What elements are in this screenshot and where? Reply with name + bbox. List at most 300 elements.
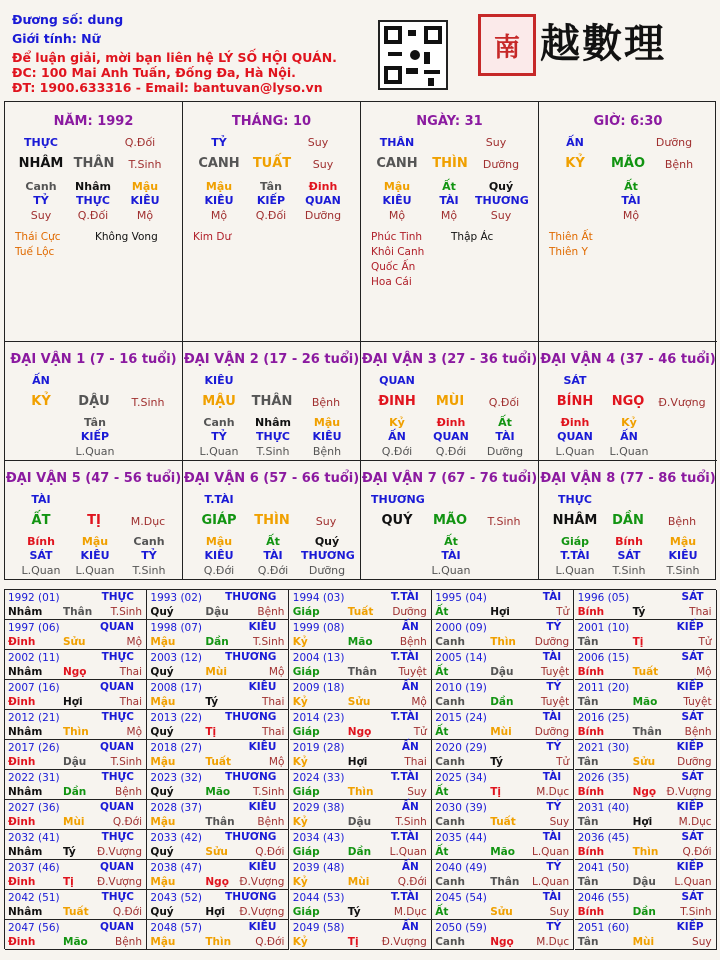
year-cell[interactable] <box>5 830 147 860</box>
year-cell[interactable] <box>432 710 574 740</box>
year-branch: Dần <box>632 906 656 918</box>
year-branch: Sửu <box>205 846 228 858</box>
year-cell[interactable] <box>147 890 289 920</box>
year-cell[interactable] <box>432 890 574 920</box>
dai-van-title: ĐẠI VẬN 8 (77 - 86 tuổi) <box>540 471 716 486</box>
year-cell[interactable] <box>5 620 147 650</box>
pillar-top-rel: Dưỡng <box>655 136 693 149</box>
hidden-rel: T.Sinh <box>132 564 166 577</box>
year-cell[interactable] <box>432 620 574 650</box>
year-cell[interactable] <box>575 650 717 680</box>
year-branch: Mão <box>205 786 231 798</box>
year-stem: Nhâm <box>8 786 43 798</box>
hidden-star: KIÊU <box>130 194 160 207</box>
hidden-rel: Dưỡng <box>486 445 524 458</box>
year-rel: Q.Đới <box>682 846 712 858</box>
year-cell[interactable] <box>147 710 289 740</box>
year-star: QUAN <box>99 681 134 693</box>
special-star: Thái Cực <box>15 231 61 243</box>
year-star: TỶ <box>546 621 562 633</box>
year-stem: Bính <box>577 606 605 618</box>
pillar-title: NGÀY: 31 <box>416 114 483 129</box>
year-label: 2002 (11) <box>8 652 60 664</box>
dai-van-cell <box>539 342 717 461</box>
year-rel: Mộ <box>268 666 285 678</box>
year-cell[interactable] <box>575 860 717 890</box>
year-label: 2001 (10) <box>577 622 630 634</box>
year-stem: Nhâm <box>8 606 43 618</box>
year-cell[interactable] <box>575 740 717 770</box>
year-label: 2012 (21) <box>8 712 60 724</box>
year-star: ẤN <box>401 681 419 693</box>
year-cell[interactable] <box>5 740 147 770</box>
hidden-star: THỰC <box>76 194 110 207</box>
hidden-stem: Ất <box>266 535 280 548</box>
year-star: ẤN <box>401 741 419 753</box>
dai-van-rel: Đ.Vượng <box>658 396 706 409</box>
year-cell[interactable] <box>432 770 574 800</box>
dai-van-branch: TỊ <box>87 513 101 528</box>
year-label: 1998 (07) <box>150 622 203 634</box>
year-stem: Quý <box>150 846 174 858</box>
year-branch: Tị <box>490 786 501 798</box>
year-label: 2044 (53) <box>292 892 345 904</box>
year-stem: Ất <box>435 846 449 858</box>
year-label: 2019 (28) <box>292 742 345 754</box>
year-stem: Kỷ <box>292 876 308 888</box>
year-label: 2032 (41) <box>8 832 60 844</box>
hidden-star: KIÊU <box>382 194 412 207</box>
year-stem: Giáp <box>292 606 320 618</box>
hidden-rel: L.Quan <box>199 445 239 458</box>
year-rel: Đ.Vượng <box>381 936 427 948</box>
year-cell[interactable] <box>147 740 289 770</box>
year-label: 2008 (17) <box>150 682 203 694</box>
year-stem: Quý <box>150 786 174 798</box>
year-star: TÀI <box>542 651 562 663</box>
dai-van-star: ẤN <box>32 374 50 387</box>
year-rel: Suy <box>407 786 427 798</box>
pillar-branch: TUẤT <box>252 156 292 171</box>
hidden-rel: Dưỡng <box>304 209 342 222</box>
hidden-stem: Mậu <box>383 180 411 193</box>
year-label: 2035 (44) <box>435 832 487 844</box>
year-stem: Tân <box>577 816 599 828</box>
year-star: KIÊU <box>248 681 277 693</box>
year-stem: Canh <box>435 816 465 828</box>
year-cell[interactable] <box>5 770 147 800</box>
year-cell[interactable] <box>575 590 717 620</box>
year-branch: Dần <box>205 636 229 648</box>
year-cell[interactable] <box>5 680 147 710</box>
year-star: ẤN <box>401 921 419 933</box>
year-rel: Bệnh <box>257 816 285 828</box>
year-star: TỶ <box>546 741 562 753</box>
year-rel: L.Quan <box>389 846 427 858</box>
year-stem: Bính <box>577 786 605 798</box>
year-star: THỰC <box>101 771 134 783</box>
year-star: SÁT <box>681 651 704 663</box>
year-rel: T.Sinh <box>395 816 427 828</box>
year-rel: T.Sinh <box>252 636 285 648</box>
year-cell[interactable] <box>5 920 147 950</box>
year-cell[interactable] <box>5 650 147 680</box>
year-cell[interactable] <box>290 680 432 710</box>
hidden-stem: Kỷ <box>389 416 405 429</box>
hidden-stem: Giáp <box>560 535 590 548</box>
brand-logo-text: 越數理 <box>540 20 666 67</box>
year-star: QUAN <box>99 621 134 633</box>
year-label: 1999 (08) <box>292 622 345 634</box>
hidden-rel: Dưỡng <box>308 564 346 577</box>
year-branch: Tị <box>347 936 359 948</box>
header <box>0 0 720 100</box>
hidden-star: QUAN <box>433 430 469 443</box>
year-star: SÁT <box>681 711 704 723</box>
year-stem: Tân <box>577 636 599 648</box>
dai-van-stem: BÍNH <box>556 394 594 409</box>
dai-van-cell <box>183 342 361 461</box>
year-cell[interactable] <box>147 620 289 650</box>
year-branch: Tý <box>63 846 76 858</box>
year-stem: Mậu <box>150 636 176 648</box>
year-rel: Dưỡng <box>677 756 712 768</box>
year-cell[interactable] <box>5 890 147 920</box>
year-branch: Tý <box>632 606 646 618</box>
year-rel: Đ.Vượng <box>666 786 712 798</box>
dai-van-star: TÀI <box>31 493 51 506</box>
year-rel: Tử <box>698 636 712 648</box>
year-rel: Dưỡng <box>534 636 570 648</box>
year-star: TỶ <box>546 861 562 873</box>
year-cell[interactable] <box>290 800 432 830</box>
hidden-stem: Quý <box>314 535 340 548</box>
year-label: 1992 (01) <box>8 592 60 604</box>
dai-van-cell <box>5 342 183 461</box>
year-star: TÀI <box>542 891 562 903</box>
year-stem: Giáp <box>292 906 320 918</box>
year-branch: Thìn <box>205 936 232 948</box>
dai-van-title: ĐẠI VẬN 3 (27 - 36 tuổi) <box>361 352 538 367</box>
year-branch: Thìn <box>347 786 374 798</box>
year-branch: Mùi <box>490 726 512 738</box>
year-branch: Sửu <box>347 696 371 708</box>
year-stem: Canh <box>435 936 465 948</box>
hidden-rel: Mộ <box>440 209 458 222</box>
year-stem: Quý <box>150 666 174 678</box>
hidden-stem: Mậu <box>81 535 109 548</box>
year-branch: Tuất <box>63 906 89 918</box>
year-branch: Thìn <box>490 636 516 648</box>
year-cell[interactable] <box>432 860 574 890</box>
year-cell[interactable] <box>290 830 432 860</box>
special-star: Kim Dư <box>193 231 232 243</box>
year-label: 2030 (39) <box>435 802 487 814</box>
year-label: 2013 (22) <box>150 712 203 724</box>
pillar-grid <box>4 101 716 580</box>
year-label: 2016 (25) <box>577 712 630 724</box>
year-label: 2051 (60) <box>577 922 630 934</box>
year-star: KIẾP <box>676 741 704 753</box>
year-stem: Bính <box>577 726 605 738</box>
year-rel: Thai <box>404 756 427 768</box>
owner-name: Đương số: dung <box>12 12 124 27</box>
year-branch: Dậu <box>205 606 229 618</box>
year-star: T.TÀI <box>390 591 419 603</box>
year-stem: Đinh <box>8 756 36 768</box>
pillar-stem: CANH <box>198 156 240 171</box>
pillar-branch-rel: Bệnh <box>664 158 694 171</box>
year-cell[interactable] <box>147 920 289 950</box>
year-cell[interactable] <box>290 620 432 650</box>
qr-code-icon[interactable] <box>378 20 448 90</box>
year-star: ẤN <box>401 861 419 873</box>
hidden-star: SÁT <box>617 549 641 562</box>
dai-van-title: ĐẠI VẬN 6 (57 - 66 tuổi) <box>183 471 360 486</box>
hidden-rel: Mộ <box>136 209 154 222</box>
year-label: 2018 (27) <box>150 742 203 754</box>
year-cell[interactable] <box>147 680 289 710</box>
year-label: 2026 (35) <box>577 772 630 784</box>
year-cell[interactable] <box>432 590 574 620</box>
year-branch: Mùi <box>632 936 655 948</box>
year-rel: M.Dục <box>393 906 427 918</box>
year-stem: Mậu <box>150 696 176 708</box>
year-stem: Canh <box>435 636 465 648</box>
year-cell[interactable] <box>432 740 574 770</box>
year-rel: Tuyệt <box>540 666 570 678</box>
year-cell[interactable] <box>575 830 717 860</box>
year-stem: Giáp <box>292 666 320 678</box>
year-rel: Thai <box>261 726 285 738</box>
year-label: 2034 (43) <box>292 832 345 844</box>
year-rel: Q.Đới <box>397 876 427 888</box>
year-cell[interactable] <box>290 650 432 680</box>
year-label: 2027 (36) <box>8 802 60 814</box>
hidden-stem: Bính <box>615 535 643 548</box>
year-cell[interactable] <box>147 650 289 680</box>
year-cell[interactable] <box>575 890 717 920</box>
year-stem: Tân <box>577 936 599 948</box>
hidden-rel: Mộ <box>388 209 406 222</box>
year-star: KIẾP <box>676 621 704 633</box>
year-rel: Thai <box>261 696 285 708</box>
year-rel: Dưỡng <box>534 726 570 738</box>
year-star: TÀI <box>542 591 562 603</box>
year-rel: Mộ <box>696 666 712 678</box>
year-rel: Suy <box>692 936 712 948</box>
year-cell[interactable] <box>432 920 574 950</box>
year-branch: Mùi <box>63 816 85 828</box>
year-stem: Mậu <box>150 756 176 768</box>
year-stem: Kỷ <box>292 816 308 828</box>
year-cell[interactable] <box>147 770 289 800</box>
year-branch: Tý <box>205 696 219 708</box>
year-stem: Kỷ <box>292 756 308 768</box>
year-star: KIÊU <box>248 801 277 813</box>
hidden-stem: Canh <box>203 416 235 429</box>
dai-van-title: ĐẠI VẬN 7 (67 - 76 tuổi) <box>361 471 538 486</box>
dai-van-stem: ĐINH <box>378 394 416 409</box>
year-star: KIẾP <box>676 861 704 873</box>
year-rel: Bệnh <box>399 636 427 648</box>
hidden-star: KIÊU <box>204 549 234 562</box>
year-star: QUAN <box>99 741 134 753</box>
year-branch: Thân <box>347 666 377 678</box>
hidden-star: SÁT <box>29 549 53 562</box>
year-branch: Ngọ <box>205 876 229 888</box>
pillar-cell <box>361 102 539 342</box>
year-cell[interactable] <box>147 800 289 830</box>
year-cell[interactable] <box>290 590 432 620</box>
hidden-star: KIẾP <box>256 194 286 207</box>
year-label: 2043 (52) <box>150 892 203 904</box>
year-cell[interactable] <box>5 860 147 890</box>
year-cell[interactable] <box>575 920 717 950</box>
year-cell[interactable] <box>147 590 289 620</box>
phone-email-line: ĐT: 1900.633316 - Email: bantuvan@lyso.vn <box>12 80 323 95</box>
hidden-star: TỶ <box>141 549 157 562</box>
year-star: KIẾP <box>676 681 704 693</box>
special-star: Khôi Canh <box>371 246 425 258</box>
year-star: SÁT <box>681 891 704 903</box>
dai-van-branch: MÃO <box>432 513 468 528</box>
year-star: TÀI <box>542 831 562 843</box>
hidden-star: KIÊU <box>80 549 110 562</box>
year-cell[interactable] <box>290 860 432 890</box>
year-star: KIÊU <box>248 861 277 873</box>
year-stem: Kỷ <box>292 696 308 708</box>
year-star: T.TÀI <box>390 891 419 903</box>
year-stem: Ất <box>435 606 449 618</box>
pillar-title: GIỜ: 6:30 <box>593 114 663 129</box>
year-star: QUAN <box>99 921 134 933</box>
year-branch: Mão <box>347 636 373 648</box>
year-rel: Tuyệt <box>683 696 712 708</box>
year-cell[interactable] <box>575 680 717 710</box>
year-cell[interactable] <box>5 800 147 830</box>
year-stem: Đinh <box>8 636 36 648</box>
year-branch: Sửu <box>490 906 513 918</box>
year-cell[interactable] <box>290 890 432 920</box>
year-star: KIÊU <box>248 921 277 933</box>
hidden-star: THỰC <box>256 430 290 443</box>
year-cell[interactable] <box>432 800 574 830</box>
year-label: 2011 (20) <box>577 682 630 694</box>
year-label: 2025 (34) <box>435 772 487 784</box>
dai-van-cell <box>5 461 183 580</box>
year-cell[interactable] <box>432 680 574 710</box>
dai-van-stem: QUÝ <box>381 513 413 528</box>
year-star: ẤN <box>401 801 419 813</box>
hidden-star: KIẾP <box>80 430 110 443</box>
year-rel: Tử <box>413 726 427 738</box>
year-rel: Q.Đới <box>255 846 285 858</box>
hidden-stem: Ất <box>444 535 458 548</box>
year-cell[interactable] <box>575 800 717 830</box>
hidden-rel: Q.Đối <box>255 209 287 222</box>
year-cell[interactable] <box>5 710 147 740</box>
dai-van-cell <box>539 461 717 580</box>
year-stem: Đinh <box>8 816 36 828</box>
year-cell[interactable] <box>290 710 432 740</box>
year-cell[interactable] <box>575 620 717 650</box>
year-rel: Đ.Vượng <box>239 906 285 918</box>
special-star: Tuế Lộc <box>15 246 55 258</box>
hidden-rel: Q.Đới <box>257 564 289 577</box>
year-star: T.TÀI <box>390 711 419 723</box>
year-star: THƯƠNG <box>225 711 277 723</box>
year-cell[interactable] <box>147 830 289 860</box>
pillar-top-rel: Q.Đối <box>124 136 156 149</box>
hidden-star: TỶ <box>33 194 49 207</box>
year-label: 2038 (47) <box>150 862 203 874</box>
year-cell[interactable] <box>575 770 717 800</box>
year-label: 2005 (14) <box>435 652 487 664</box>
year-star: THƯƠNG <box>225 831 277 843</box>
year-star: TỶ <box>546 681 562 693</box>
dai-van-stem: NHÂM <box>552 513 598 528</box>
year-stem: Ất <box>435 786 449 798</box>
hidden-star: TÀI <box>441 549 461 562</box>
year-label: 2023 (32) <box>150 772 203 784</box>
hidden-rel: L.Quan <box>75 564 115 577</box>
hidden-stem: Ất <box>442 180 456 193</box>
hidden-star: THƯƠNG <box>301 549 355 562</box>
year-cell[interactable] <box>147 860 289 890</box>
pillar-branch-rel: Dưỡng <box>482 158 520 171</box>
dai-van-cell <box>361 342 539 461</box>
year-cell[interactable] <box>290 740 432 770</box>
year-label: 2015 (24) <box>435 712 487 724</box>
year-rel: Bệnh <box>115 936 142 948</box>
year-star: THƯƠNG <box>225 891 277 903</box>
dai-van-stem: ẤT <box>31 513 51 528</box>
year-branch: Dậu <box>490 666 514 678</box>
year-cell[interactable] <box>432 830 574 860</box>
hidden-star: KIÊU <box>312 430 342 443</box>
year-label: 2048 (57) <box>150 922 203 934</box>
special-star: Không Vong <box>95 231 158 243</box>
hidden-stem: Mậu <box>313 416 341 429</box>
year-cell[interactable] <box>432 650 574 680</box>
year-label: 2037 (46) <box>8 862 60 874</box>
pillar-branch-rel: T.Sinh <box>128 158 162 171</box>
dai-van-star: QUAN <box>379 374 415 387</box>
year-cell[interactable] <box>290 920 432 950</box>
year-branch: Tuất <box>490 816 516 828</box>
year-branch: Dậu <box>632 876 656 888</box>
year-cell[interactable] <box>290 770 432 800</box>
hidden-star: TÀI <box>439 194 459 207</box>
year-cell[interactable] <box>575 710 717 740</box>
year-label: 2049 (58) <box>292 922 345 934</box>
year-stem: Kỷ <box>292 936 308 948</box>
dai-van-star: KIÊU <box>204 374 234 387</box>
hidden-rel: L.Quan <box>75 445 115 458</box>
year-stem: Nhâm <box>8 906 43 918</box>
year-label: 2045 (54) <box>435 892 487 904</box>
pillar-branch: MÃO <box>610 156 646 171</box>
hidden-stem: Tân <box>260 180 282 193</box>
year-star: KIẾP <box>676 801 704 813</box>
year-stem: Nhâm <box>8 666 43 678</box>
year-star: T.TÀI <box>390 651 419 663</box>
pillar-main-star: THÂN <box>379 136 415 149</box>
year-cell[interactable] <box>5 590 147 620</box>
year-stem: Ất <box>435 666 449 678</box>
hidden-rel: Q.Đới <box>203 564 235 577</box>
